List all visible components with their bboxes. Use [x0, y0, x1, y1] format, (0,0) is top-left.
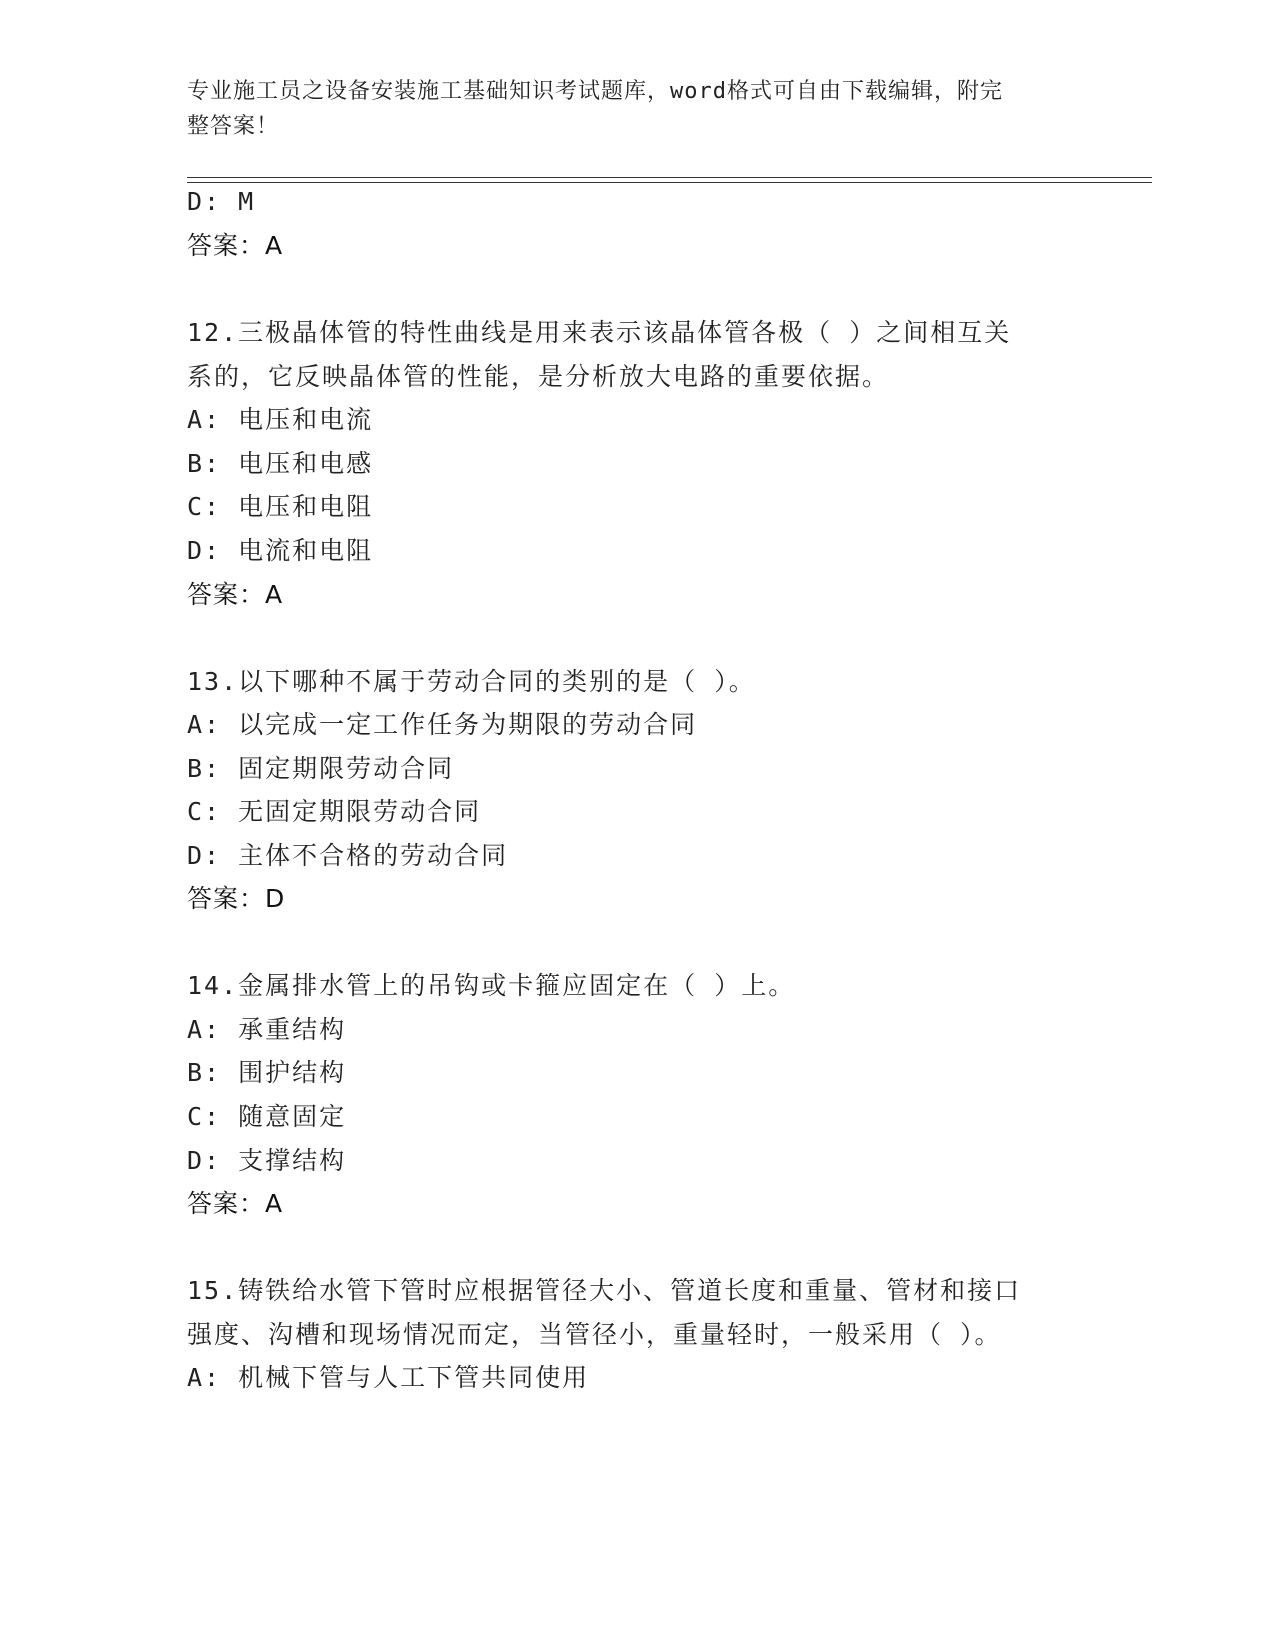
q12-answer: 答案：A [187, 580, 284, 609]
q12-option-b: B: 电压和电感 [187, 449, 374, 478]
q14-option-a: A: 承重结构 [187, 1015, 347, 1044]
q13-answer: 答案：D [187, 884, 286, 913]
q12-stem-line-1: 12.三极晶体管的特性曲线是用来表示该晶体管各极（ ）之间相互关 [187, 318, 1012, 347]
page-header [187, 74, 1067, 144]
q13-option-d: D: 主体不合格的劳动合同 [187, 841, 509, 870]
header-title-line-1: 专业施工员之设备安装施工基础知识考试题库，word格式可自由下载编辑，附完 [187, 79, 1003, 104]
q12-option-c: C: 电压和电阻 [187, 492, 374, 521]
q12-stem-line-2: 系的，它反映晶体管的性能，是分析放大电路的重要依据。 [187, 362, 890, 391]
q13-option-a: A: 以完成一定工作任务为期限的劳动合同 [187, 710, 698, 739]
q14-option-c: C: 随意固定 [187, 1102, 347, 1131]
q14-answer: 答案：A [187, 1189, 284, 1218]
q14-option-d: D: 支撑结构 [187, 1146, 347, 1175]
q15-stem-line-1: 15.铸铁给水管下管时应根据管径大小、管道长度和重量、管材和接口 [187, 1276, 1022, 1305]
q13-option-c: C: 无固定期限劳动合同 [187, 797, 482, 826]
q15-option-a: A: 机械下管与人工下管共同使用 [187, 1363, 590, 1392]
q12-option-a: A: 电压和电流 [187, 405, 374, 434]
q13-stem-line-1: 13.以下哪种不属于劳动合同的类别的是（ ）。 [187, 667, 756, 696]
q14-option-b: B: 围护结构 [187, 1058, 347, 1087]
header-title-line-2: 整答案！ [187, 114, 280, 139]
q13-option-b: B: 固定期限劳动合同 [187, 754, 455, 783]
q15-stem-line-2: 强度、沟槽和现场情况而定，当管径小，重量轻时，一般采用（ ）。 [187, 1320, 1002, 1349]
prev-answer: 答案：A [187, 231, 284, 260]
header-divider [187, 177, 1152, 183]
prev-option-d: D: M [187, 187, 256, 216]
q12-option-d: D: 电流和电阻 [187, 536, 374, 565]
q14-stem-line-1: 14.金属排水管上的吊钩或卡箍应固定在（ ）上。 [187, 971, 796, 1000]
